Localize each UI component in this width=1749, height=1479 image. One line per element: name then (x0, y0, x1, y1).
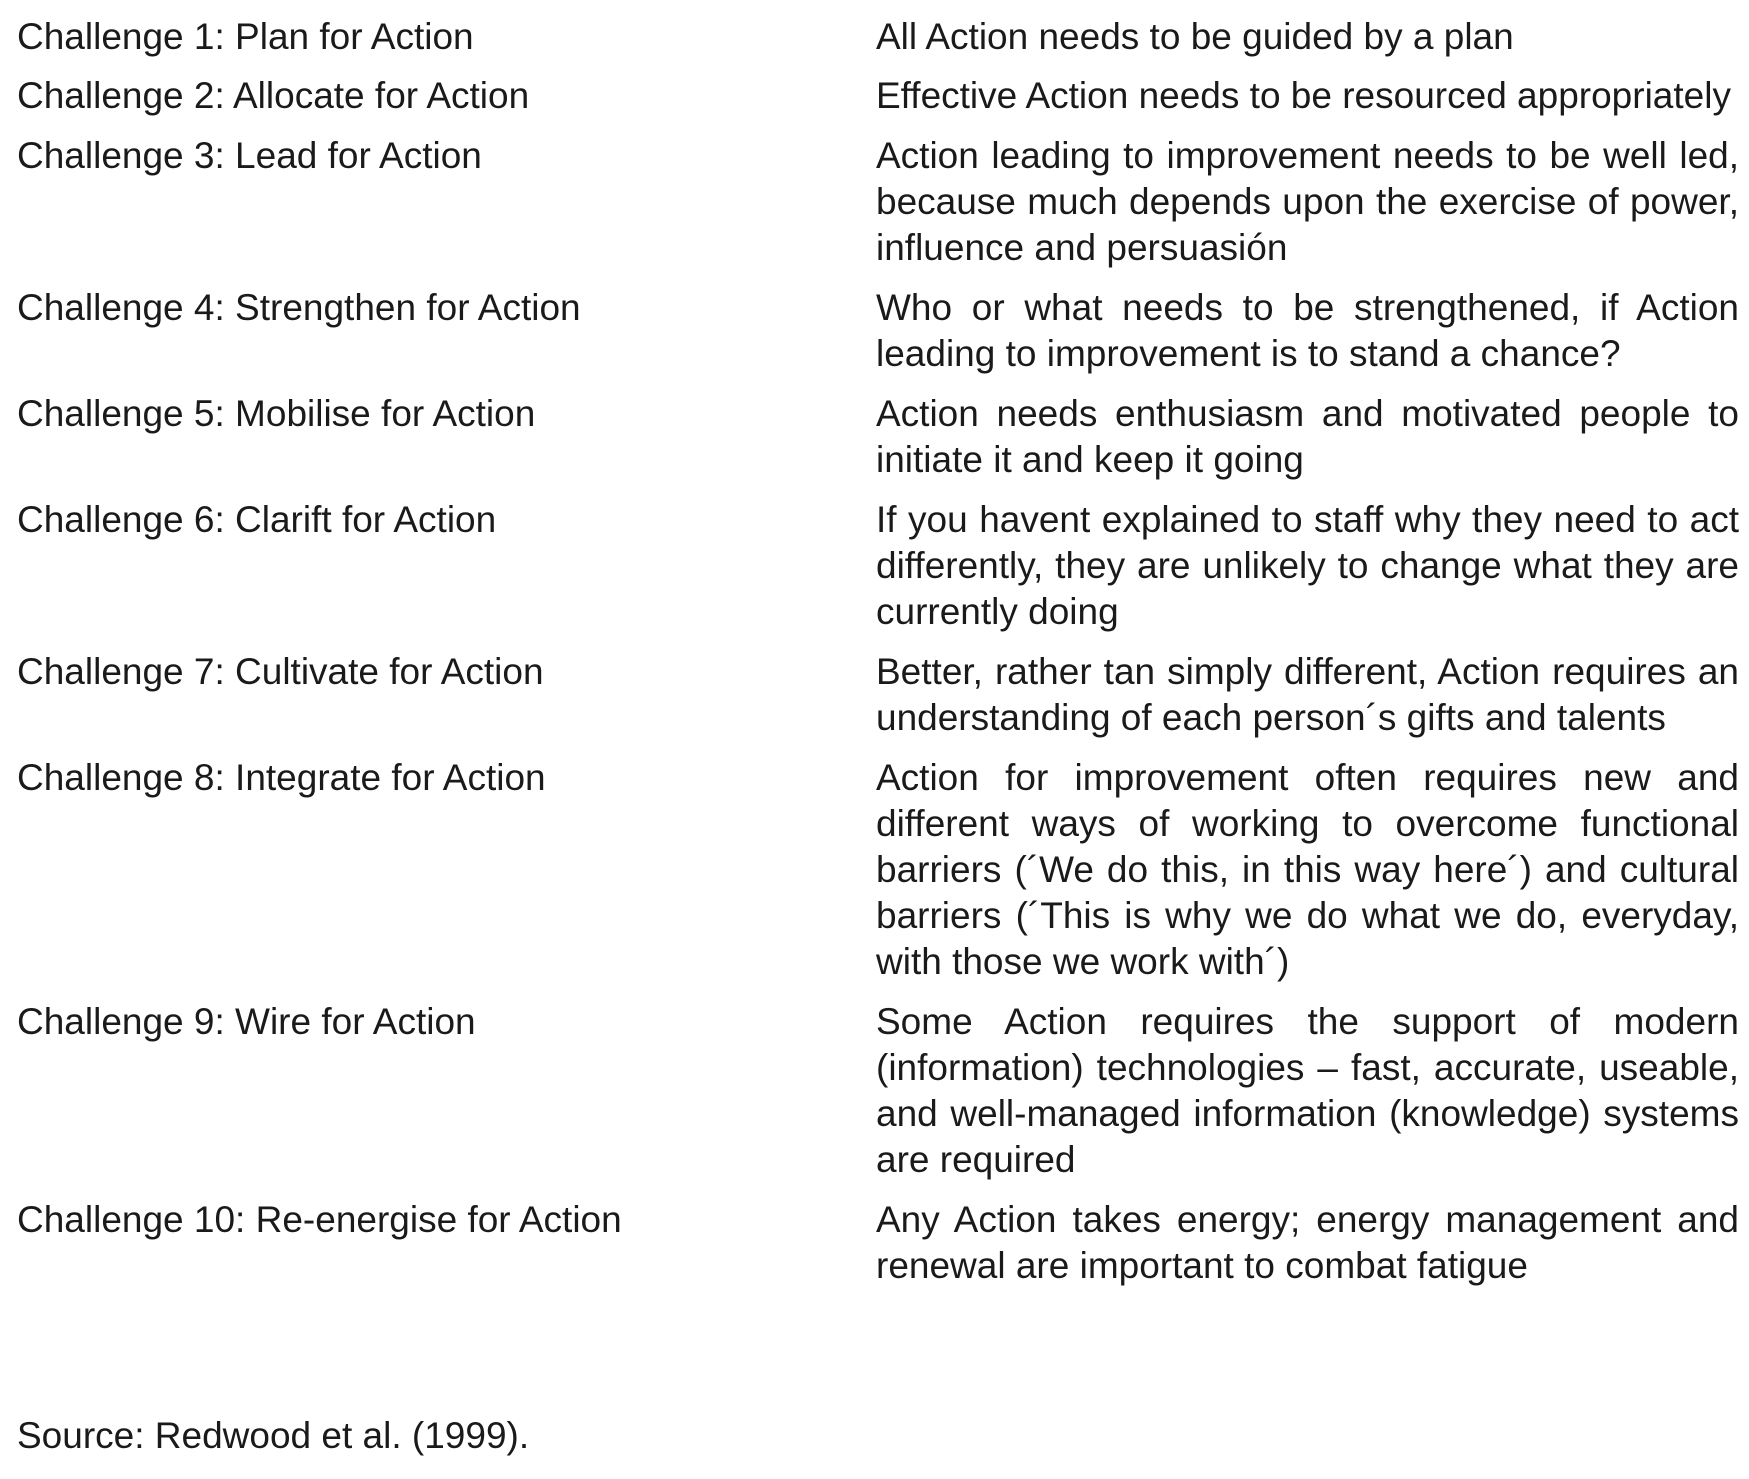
challenge-label: Challenge 4: Strengthen for Action (17, 287, 581, 328)
challenge-description: Action leading to improvement needs to be well led, because much depends upon the exercise of power, influence and persuasión (876, 135, 1739, 268)
table-row (17, 1197, 1739, 1289)
table-row (17, 649, 1739, 741)
challenge-label: Challenge 1: Plan for Action (17, 16, 474, 57)
challenge-label: Challenge 3: Lead for Action (17, 135, 482, 176)
table-row (17, 999, 1739, 1183)
challenge-description: Action for improvement often requires new and different ways of working to overcome functional barriers (´We do this, in this way here´) and cultural barriers (´This is why we do what we do, everyday, with those we work with´) (876, 757, 1739, 982)
challenge-description: Better, rather tan simply different, Action requires an understanding of each person´s gifts and talents (876, 651, 1739, 738)
challenge-label: Challenge 10: Re-energise for Action (17, 1199, 622, 1240)
table-row (17, 755, 1739, 985)
challenge-label: Challenge 6: Clarift for Action (17, 499, 497, 540)
table-row (17, 14, 1739, 60)
challenge-description: Action needs enthusiasm and motivated people to initiate it and keep it going (876, 393, 1739, 480)
challenge-label: Challenge 7: Cultivate for Action (17, 651, 544, 692)
challenges-table (17, 14, 1739, 1289)
challenge-description: If you havent explained to staff why they need to act differently, they are unlikely to change what they are currently doing (876, 499, 1739, 632)
table-row (17, 391, 1739, 483)
table-row (17, 497, 1739, 635)
challenge-description: Who or what needs to be strengthened, if Action leading to improvement is to stand a chance? (876, 287, 1739, 374)
table-row (17, 133, 1739, 271)
challenge-label: Challenge 9: Wire for Action (17, 1001, 476, 1042)
challenge-label: Challenge 5: Mobilise for Action (17, 393, 536, 434)
challenge-description: Some Action requires the support of modern (information) technologies – fast, accurate, useable, and well-managed information (knowledge) systems are required (876, 1001, 1739, 1180)
table-row (17, 73, 1739, 119)
table-row (17, 285, 1739, 377)
challenge-description: All Action needs to be guided by a plan (876, 16, 1514, 57)
challenge-description: Effective Action needs to be resourced appropriately (876, 75, 1731, 116)
challenge-label: Challenge 8: Integrate for Action (17, 757, 546, 798)
challenge-label: Challenge 2: Allocate for Action (17, 75, 530, 116)
challenge-description: Any Action takes energy; energy management and renewal are important to combat fatigue (876, 1199, 1739, 1286)
source-citation: Source: Redwood et al. (1999). (17, 1415, 530, 1456)
